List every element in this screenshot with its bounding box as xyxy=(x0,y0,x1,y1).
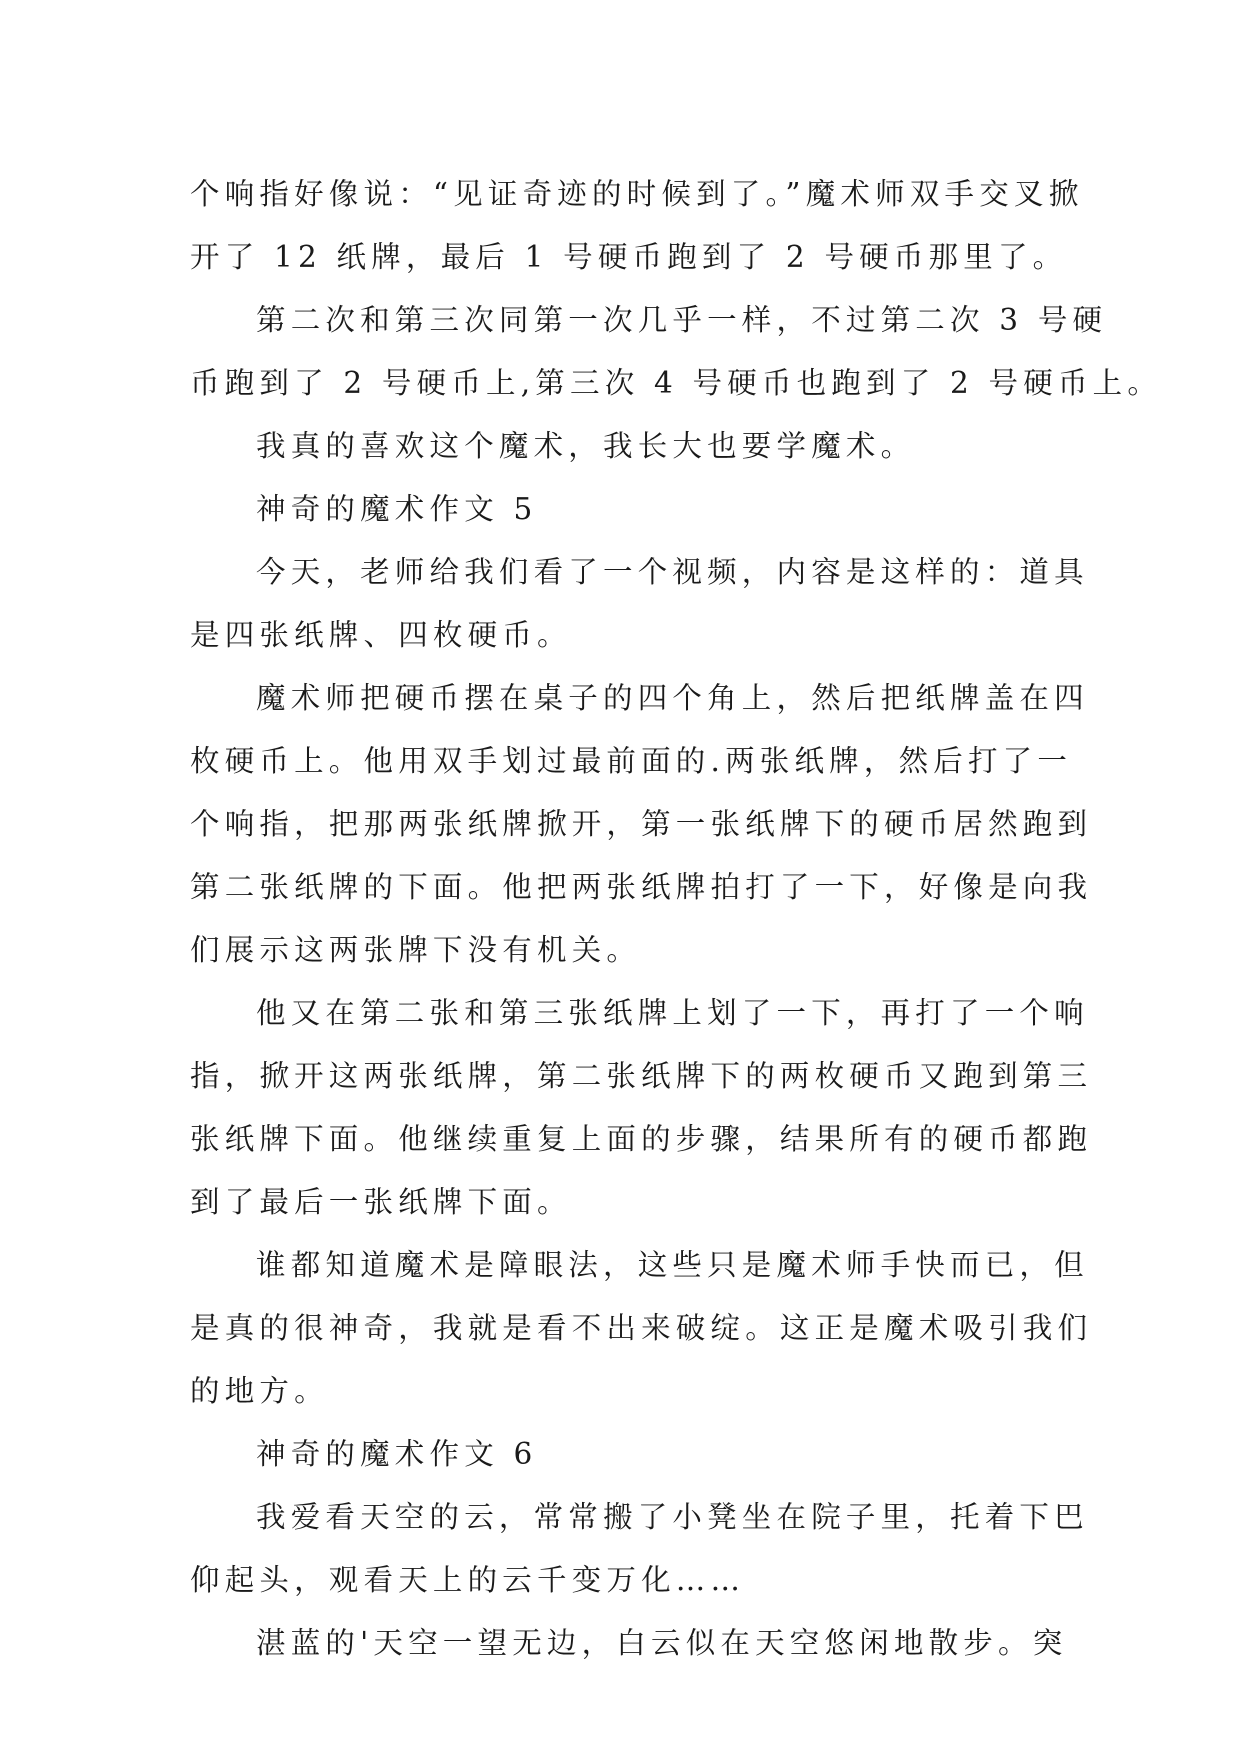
text-line: 他又在第二张和第三张纸牌上划了一下，再打了一个响 xyxy=(256,996,1089,1030)
text-line: 今天，老师给我们看了一个视频，内容是这样的：道具 xyxy=(256,555,1089,589)
text-line: 们展示这两张牌下没有机关。 xyxy=(190,933,642,967)
section-heading: 神奇的魔术作文 5 xyxy=(256,492,538,526)
text-line: 第二张纸牌的下面。他把两张纸牌拍打了一下，好像是向我 xyxy=(190,870,1093,904)
text-line: 币跑到了 2 号硬币上,第三次 4 号硬币也跑到了 2 号硬币上。 xyxy=(190,366,1163,400)
body-text xyxy=(190,163,1163,1675)
text-line: 是真的很神奇，我就是看不出来破绽。这正是魔术吸引我们 xyxy=(190,1311,1093,1345)
text-line: 开了 12 纸牌，最后 1 号硬币跑到了 2 号硬币那里了。 xyxy=(190,240,1068,274)
text-line: 湛蓝的'天空一望无边，白云似在天空悠闲地散步。突 xyxy=(256,1626,1068,1660)
text-line: 枚硬币上。他用双手划过最前面的.两张纸牌，然后打了一 xyxy=(190,744,1073,778)
text-line: 仰起头，观看天上的云千变万化…… xyxy=(190,1563,746,1597)
text-line: 的地方。 xyxy=(190,1374,329,1408)
text-line: 谁都知道魔术是障眼法，这些只是魔术师手快而已，但 xyxy=(256,1248,1089,1282)
text-line: 是四张纸牌、四枚硬币。 xyxy=(190,618,572,652)
text-line: 个响指好像说：“见证奇迹的时候到了。”魔术师双手交叉掀 xyxy=(190,177,1084,211)
text-line: 第二次和第三次同第一次几乎一样，不过第二次 3 号硬 xyxy=(256,303,1108,337)
text-line: 魔术师把硬币摆在桌子的四个角上，然后把纸牌盖在四 xyxy=(256,681,1089,715)
text-line: 指，掀开这两张纸牌，第二张纸牌下的两枚硬币又跑到第三 xyxy=(190,1059,1093,1093)
text-line: 个响指，把那两张纸牌掀开，第一张纸牌下的硬币居然跑到 xyxy=(190,807,1093,841)
text-line: 我爱看天空的云，常常搬了小凳坐在院子里，托着下巴 xyxy=(256,1500,1089,1534)
text-line: 到了最后一张纸牌下面。 xyxy=(190,1185,572,1219)
text-line: 我真的喜欢这个魔术，我长大也要学魔术。 xyxy=(256,429,916,463)
text-line: 张纸牌下面。他继续重复上面的步骤，结果所有的硬币都跑 xyxy=(190,1122,1093,1156)
section-heading: 神奇的魔术作文 6 xyxy=(256,1437,538,1471)
